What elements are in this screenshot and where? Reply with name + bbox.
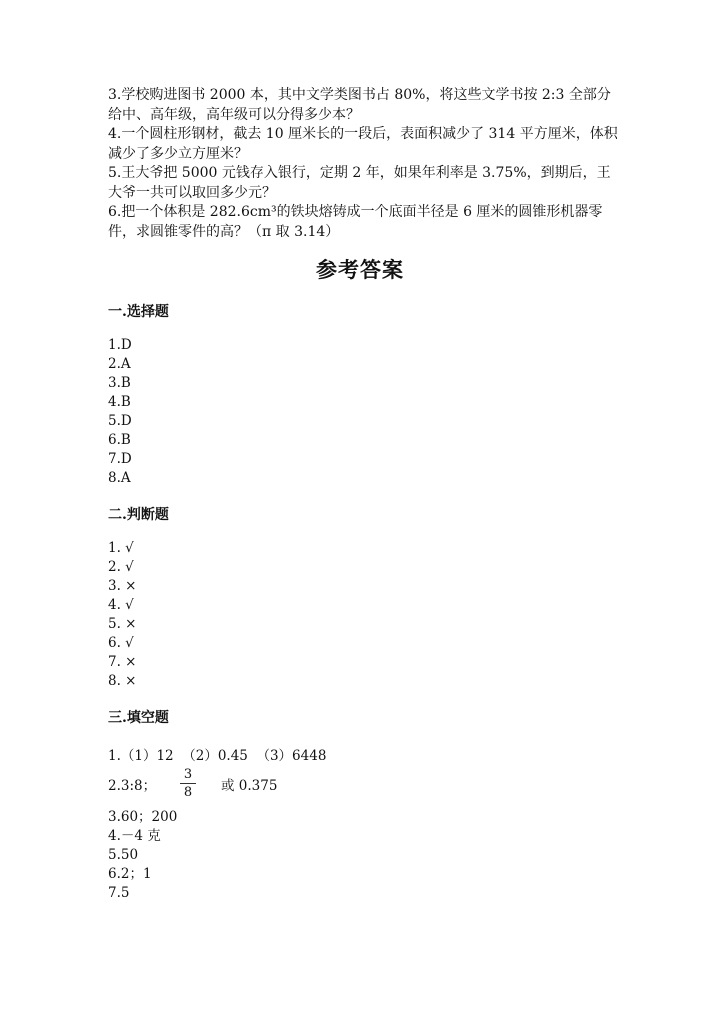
- list-item: 8.A: [108, 470, 131, 486]
- list-item: 6.2；1: [108, 866, 152, 882]
- fraction: [180, 767, 196, 800]
- problem-list: [108, 86, 618, 242]
- choice-answer-list: [108, 336, 132, 488]
- list-item: 3.60；200: [108, 809, 178, 825]
- list-item: 6.B: [108, 432, 131, 448]
- problem-6: 6.把一个体积是 282.6cm³的铁块熔铸成一个底面半径是 6 厘米的圆锥形机器零件，求圆锥零件的高？（π 取 3.14）: [108, 204, 603, 240]
- section-heading-judgement: 二.判断题: [108, 507, 169, 523]
- section-heading-choice: 一.选择题: [108, 304, 169, 320]
- fill-answer-1: 1.（1）12 （2）0.45 （3）6448: [108, 748, 327, 764]
- section-heading-fill-blank: 三.填空题: [108, 710, 169, 726]
- list-item: 1.D: [108, 337, 132, 353]
- problem-3: 3.学校购进图书 2000 本，其中文学类图书占 80%，将这些文学书按 2:3 全部分给中、高年级，高年级可以分得多少本？: [108, 87, 611, 123]
- problem-4: 4.一个圆柱形钢材，截去 10 厘米长的一段后，表面积减少了 314 平方厘米，体积减少了多少立方厘米？: [108, 126, 618, 162]
- list-item: 6. √: [108, 635, 134, 651]
- fraction-bar: [180, 783, 196, 784]
- list-item: 2. √: [108, 559, 134, 575]
- fraction-denominator: 8: [183, 785, 193, 800]
- fraction-numerator: 3: [183, 767, 193, 782]
- fill-answer-list: [108, 808, 177, 903]
- list-item: 1. √: [108, 540, 134, 556]
- list-item: 5. ×: [108, 616, 137, 632]
- list-item: 2.A: [108, 356, 131, 372]
- list-item: 4.B: [108, 394, 131, 410]
- list-item: 7.D: [108, 451, 132, 467]
- list-item: 5.D: [108, 413, 132, 429]
- fill-answer-2-prefix: 2.3:8；: [108, 778, 157, 794]
- answers-title: 参考答案: [316, 257, 404, 282]
- judgement-answer-list: [108, 539, 136, 691]
- problem-5: 5.王大爷把 5000 元钱存入银行，定期 2 年，如果年利率是 3.75%，到期后，王大爷一共可以取回多少元？: [108, 165, 611, 201]
- list-item: 8. ×: [108, 673, 137, 689]
- list-item: 4.－4 克: [108, 828, 161, 844]
- list-item: 3. ×: [108, 578, 137, 594]
- list-item: 5.50: [108, 847, 139, 863]
- list-item: 7. ×: [108, 654, 137, 670]
- list-item: 7.5: [108, 885, 130, 901]
- fill-answer-2-suffix: 或 0.375: [221, 778, 278, 794]
- list-item: 3.B: [108, 375, 131, 391]
- list-item: 4. √: [108, 597, 134, 613]
